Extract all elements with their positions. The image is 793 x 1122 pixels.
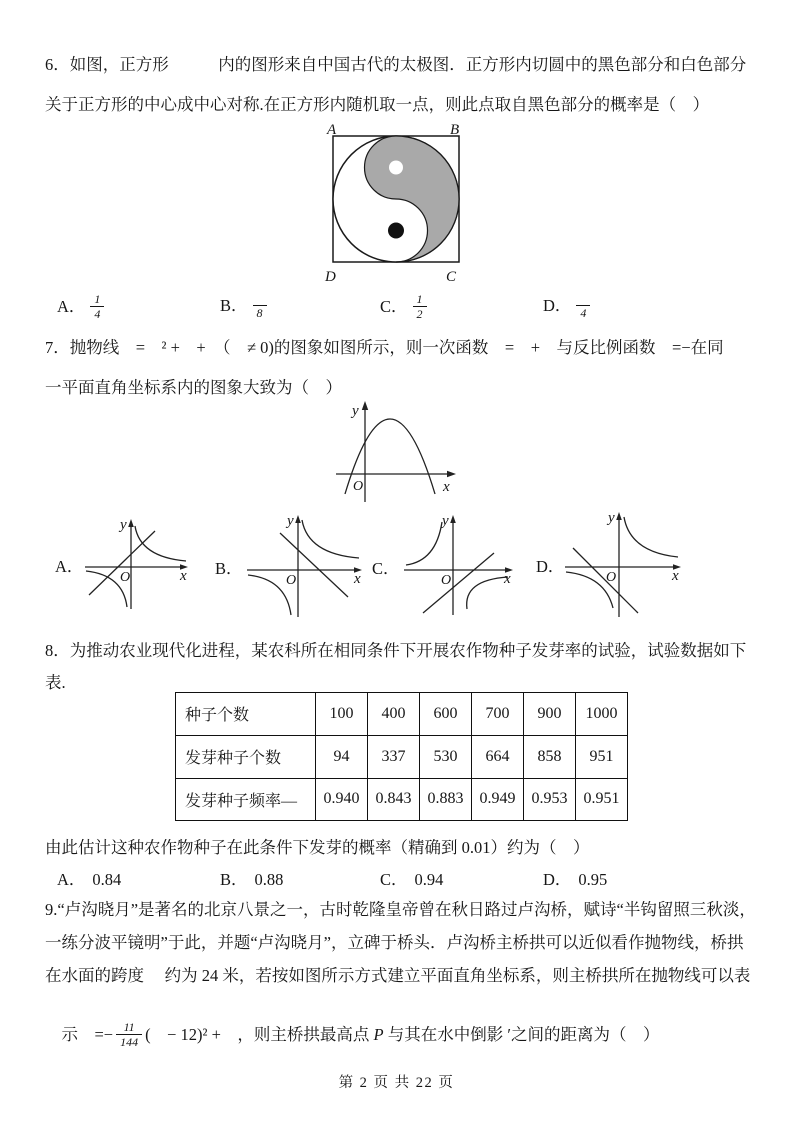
x-axis-label: x	[443, 479, 450, 495]
q6-option-c	[380, 292, 427, 322]
cell: 0.883	[420, 778, 472, 821]
graph-b	[245, 512, 367, 624]
q8-option-c-value: 0.94	[414, 870, 444, 889]
row-header: 种子个数	[176, 693, 316, 736]
footer-page-number: 第 2 页 共 22 页	[338, 1075, 455, 1091]
question-7-option-graphs	[0, 512, 793, 634]
q6-option-b	[220, 292, 267, 321]
cell: 400	[368, 693, 420, 736]
q7-option-d-label: D．	[536, 557, 565, 576]
point-p-variable: P	[373, 1024, 384, 1044]
linear-function-line	[423, 553, 494, 613]
y-axis-arrow	[128, 519, 134, 527]
q6-option-c-label: C．	[380, 297, 408, 317]
q6-option-d	[543, 292, 590, 321]
hyperbola-branch-q3	[248, 575, 291, 615]
row-header: 发芽种子个数	[176, 735, 316, 778]
yinyang-black-dot	[388, 223, 404, 239]
linear-function-line	[89, 531, 155, 595]
x-axis-label: x	[672, 568, 679, 584]
y-axis-label: y	[120, 517, 127, 533]
q6-option-d-fraction	[576, 305, 590, 320]
fraction-denominator: 8	[256, 306, 263, 321]
q7-option-c-graph	[400, 512, 516, 629]
cell: 0.940	[316, 778, 368, 821]
q8-option-d-value: 0.95	[578, 870, 608, 889]
q8-option-b-value: 0.88	[254, 870, 284, 889]
y-axis-label: y	[442, 513, 449, 529]
q8-option-a	[57, 866, 121, 890]
square-corner-a-label: A	[327, 122, 337, 138]
hyperbola-branch-q1	[302, 520, 359, 558]
formula-prefix: 示 =−	[61, 1024, 114, 1044]
y-axis-arrow	[450, 515, 456, 523]
fraction-denominator: 4	[94, 307, 101, 322]
formula-fraction	[116, 1020, 142, 1050]
y-axis-label: y	[287, 513, 294, 529]
q6-option-a	[57, 292, 104, 322]
origin-label: O	[606, 570, 617, 585]
y-axis-label: y	[352, 403, 359, 419]
question-6-line-2: 关于正方形的中心成中心对称.在正方形内随机取一点，则此点取自黑色部分的概率是（ ）	[45, 95, 710, 114]
hyperbola-branch-q1	[624, 517, 678, 557]
cell: 900	[524, 693, 576, 736]
fraction-denominator: 4	[580, 306, 587, 321]
q7-option-a-label: A．	[55, 557, 84, 576]
y-axis-label: y	[608, 510, 615, 526]
question-9-line-1: 9.“卢沟晓月”是著名的北京八景之一，古时乾隆皇帝曾在秋日路过卢沟桥，赋诗“半钩留照三秋淡，	[45, 900, 756, 919]
q6-option-a-label: A．	[57, 297, 86, 317]
origin-label: O	[286, 573, 297, 588]
q7-option-b-label: B．	[215, 559, 243, 578]
q8-option-c-label: C．	[380, 870, 408, 889]
question-9-line-3: 在水面的跨度 约为 24 米，若按如图所示方式建立平面直角坐标系，则主桥拱所在抛物线可以表	[45, 966, 751, 985]
cell: 0.949	[472, 778, 524, 821]
origin-label: O	[353, 479, 364, 494]
yinyang-white-dot	[389, 161, 403, 175]
cell: 0.953	[524, 778, 576, 821]
cell: 94	[316, 735, 368, 778]
q8-option-a-label: A．	[57, 870, 86, 889]
graph-a	[83, 515, 191, 627]
cell: 530	[420, 735, 472, 778]
q6-option-a-fraction	[90, 292, 104, 322]
question-7-line-2: 一平面直角坐标系内的图象大致为（ ）	[45, 378, 342, 397]
q7-option-b-graph	[245, 512, 367, 629]
cell: 0.843	[368, 778, 420, 821]
square-corner-c-label: C	[446, 269, 457, 285]
y-axis-arrow	[616, 512, 622, 520]
question-8-options	[0, 866, 793, 894]
row-header: 发芽种子频率—	[176, 778, 316, 821]
graph-d	[560, 509, 688, 625]
x-axis-label: x	[504, 571, 511, 587]
q6-option-b-fraction	[253, 305, 267, 320]
cell: 1000	[576, 693, 628, 736]
table-row-germinated-count	[176, 735, 628, 778]
cell: 600	[420, 693, 472, 736]
taiji-diagram	[311, 122, 481, 286]
cell: 337	[368, 735, 420, 778]
q6-option-b-label: B．	[220, 296, 248, 315]
question-6-figure	[311, 122, 481, 291]
cell: 664	[472, 735, 524, 778]
q6-option-d-label: D．	[543, 296, 572, 315]
q8-option-d	[543, 866, 607, 890]
y-axis-arrow	[295, 515, 301, 523]
hyperbola-branch-q2	[406, 522, 442, 565]
seed-germination-table	[175, 692, 628, 821]
fraction-numerator: 1	[413, 292, 427, 307]
question-7-parabola-figure	[333, 398, 461, 511]
question-9-line-2: 一练分波平镜明”于此，并题“卢沟晓月”，立碑于桥头．卢沟桥主桥拱可以近似看作抛物线，桥拱	[45, 933, 744, 952]
q7-option-a-graph	[83, 515, 191, 632]
cell: 0.951	[576, 778, 628, 821]
q8-option-b	[220, 866, 283, 890]
cell: 858	[524, 735, 576, 778]
graph-c	[400, 512, 516, 624]
table-row-seed-count	[176, 693, 628, 736]
origin-label: O	[120, 570, 131, 585]
question-7-line-1: 7．抛物线 = ² + + （ ≠ 0)的图象如图所示，则一次函数 = + 与反比例函数 =−在同	[45, 338, 724, 357]
hyperbola-branch-q4	[467, 577, 508, 609]
x-axis-label: x	[180, 568, 187, 584]
question-8-estimate-line: 由此估计这种农作物种子在此条件下发芽的概率（精确到 0.01）约为（ ）	[45, 838, 590, 857]
question-9-line-4	[45, 997, 761, 1073]
q8-option-b-label: B．	[220, 870, 248, 889]
q8-option-c	[380, 866, 443, 890]
formula-middle: ( − 12)² + ，则主桥拱最高点	[145, 1024, 374, 1044]
fraction-numerator: 1	[90, 292, 104, 307]
q8-option-d-label: D．	[543, 870, 572, 889]
q8-option-a-value: 0.84	[92, 870, 122, 889]
parabola-graph	[333, 398, 461, 506]
square-corner-b-label: B	[450, 122, 460, 138]
q7-option-c-label: C．	[372, 559, 400, 578]
y-axis-arrow	[362, 401, 368, 410]
cell: 700	[472, 693, 524, 736]
origin-label: O	[441, 573, 452, 588]
question-8-line-2: 表.	[45, 673, 66, 692]
fraction-denominator: 2	[416, 307, 423, 322]
formula-suffix: 与其在水中倒影 ′之间的距离为（ ）	[383, 1024, 660, 1044]
table-row-germination-frequency	[176, 778, 628, 821]
fraction-numerator: 11	[116, 1020, 142, 1035]
question-6-line-1: 6．如图，正方形 内的图形来自中国古代的太极图．正方形内切圆中的黑色部分和白色部分	[45, 55, 747, 74]
square-corner-d-label: D	[325, 269, 336, 285]
x-axis-arrow	[447, 471, 456, 477]
question-6-options	[0, 292, 793, 328]
cell: 100	[316, 693, 368, 736]
cell: 951	[576, 735, 628, 778]
q6-option-c-fraction	[413, 292, 427, 322]
q7-option-d-graph	[560, 509, 688, 630]
question-8-line-1: 8．为推动农业现代化进程，某农科所在相同条件下开展农作物种子发芽率的试验，试验数据如下	[45, 641, 747, 660]
x-axis-label: x	[354, 571, 361, 587]
fraction-denominator: 144	[120, 1035, 139, 1050]
